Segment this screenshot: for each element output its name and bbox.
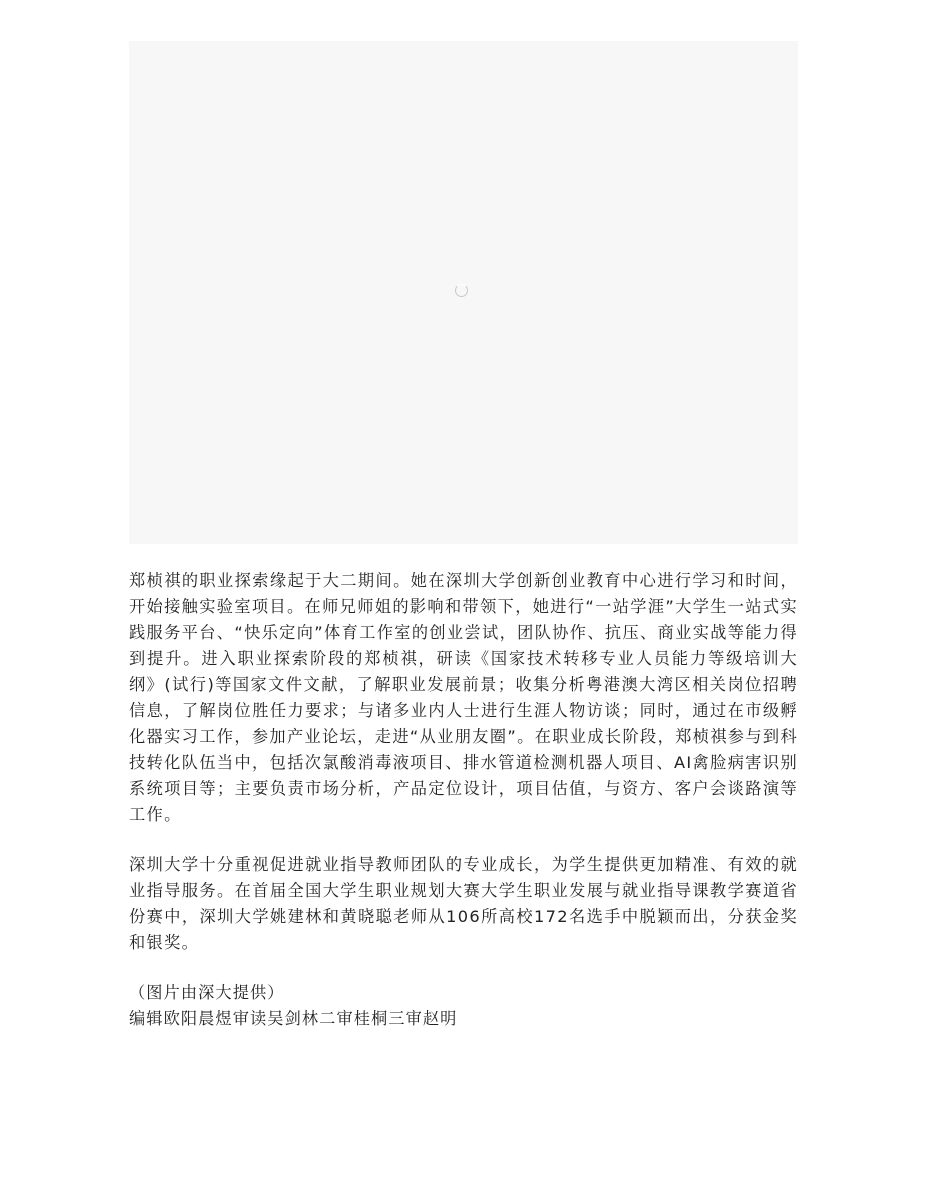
article-body xyxy=(129,41,798,1032)
article-paragraph: 郑桢祺的职业探索缘起于大二期间。她在深圳大学创新创业教育中心进行学习和时间，开始接触实验室项目。在师兄师姐的影响和带领下，她进行“一站学涯”大学生一站式实践服务平台、“快乐定向”体育工作室的创业尝试，团队协作、抗压、商业实战等能力得到提升。进入职业探索阶段的郑桢祺，研读《国家技术转移专业人员能力等级培训大纲》(试行)等国家文件文献，了解职业发展前景；收集分析粤港澳大湾区相关岗位招聘信息，了解岗位胜任力要求；与诸多业内人士进行生涯人物访谈；同时，通过在市级孵化器实习工作，参加产业论坛，走进“从业朋友圈”。在职业成长阶段，郑桢祺参与到科技转化队伍当中，包括次氯酸消毒液项目、排水管道检测机器人项目、AI禽脸病害识别系统项目等；主要负责市场分析，产品定位设计，项目估值，与资方、客户会谈路演等工作。 xyxy=(129,571,798,824)
loading-spinner-icon xyxy=(455,284,468,297)
article-paragraph: 深圳大学十分重视促进就业指导教师团队的专业成长，为学生提供更加精准、有效的就业指导服务。在首届全国大学生职业规划大赛大学生职业发展与就业指导课教学赛道省份赛中，深圳大学姚建林和黄晓聪老师从106所高校172名选手中脱颖而出，分获金奖和银奖。 xyxy=(129,855,798,952)
photo-credit: （图片由深大提供） xyxy=(129,983,285,1002)
article-image-placeholder xyxy=(129,41,798,544)
editor-credits: 编辑欧阳晨煜审读吴剑林二审桂桐三审赵明 xyxy=(129,1009,458,1028)
